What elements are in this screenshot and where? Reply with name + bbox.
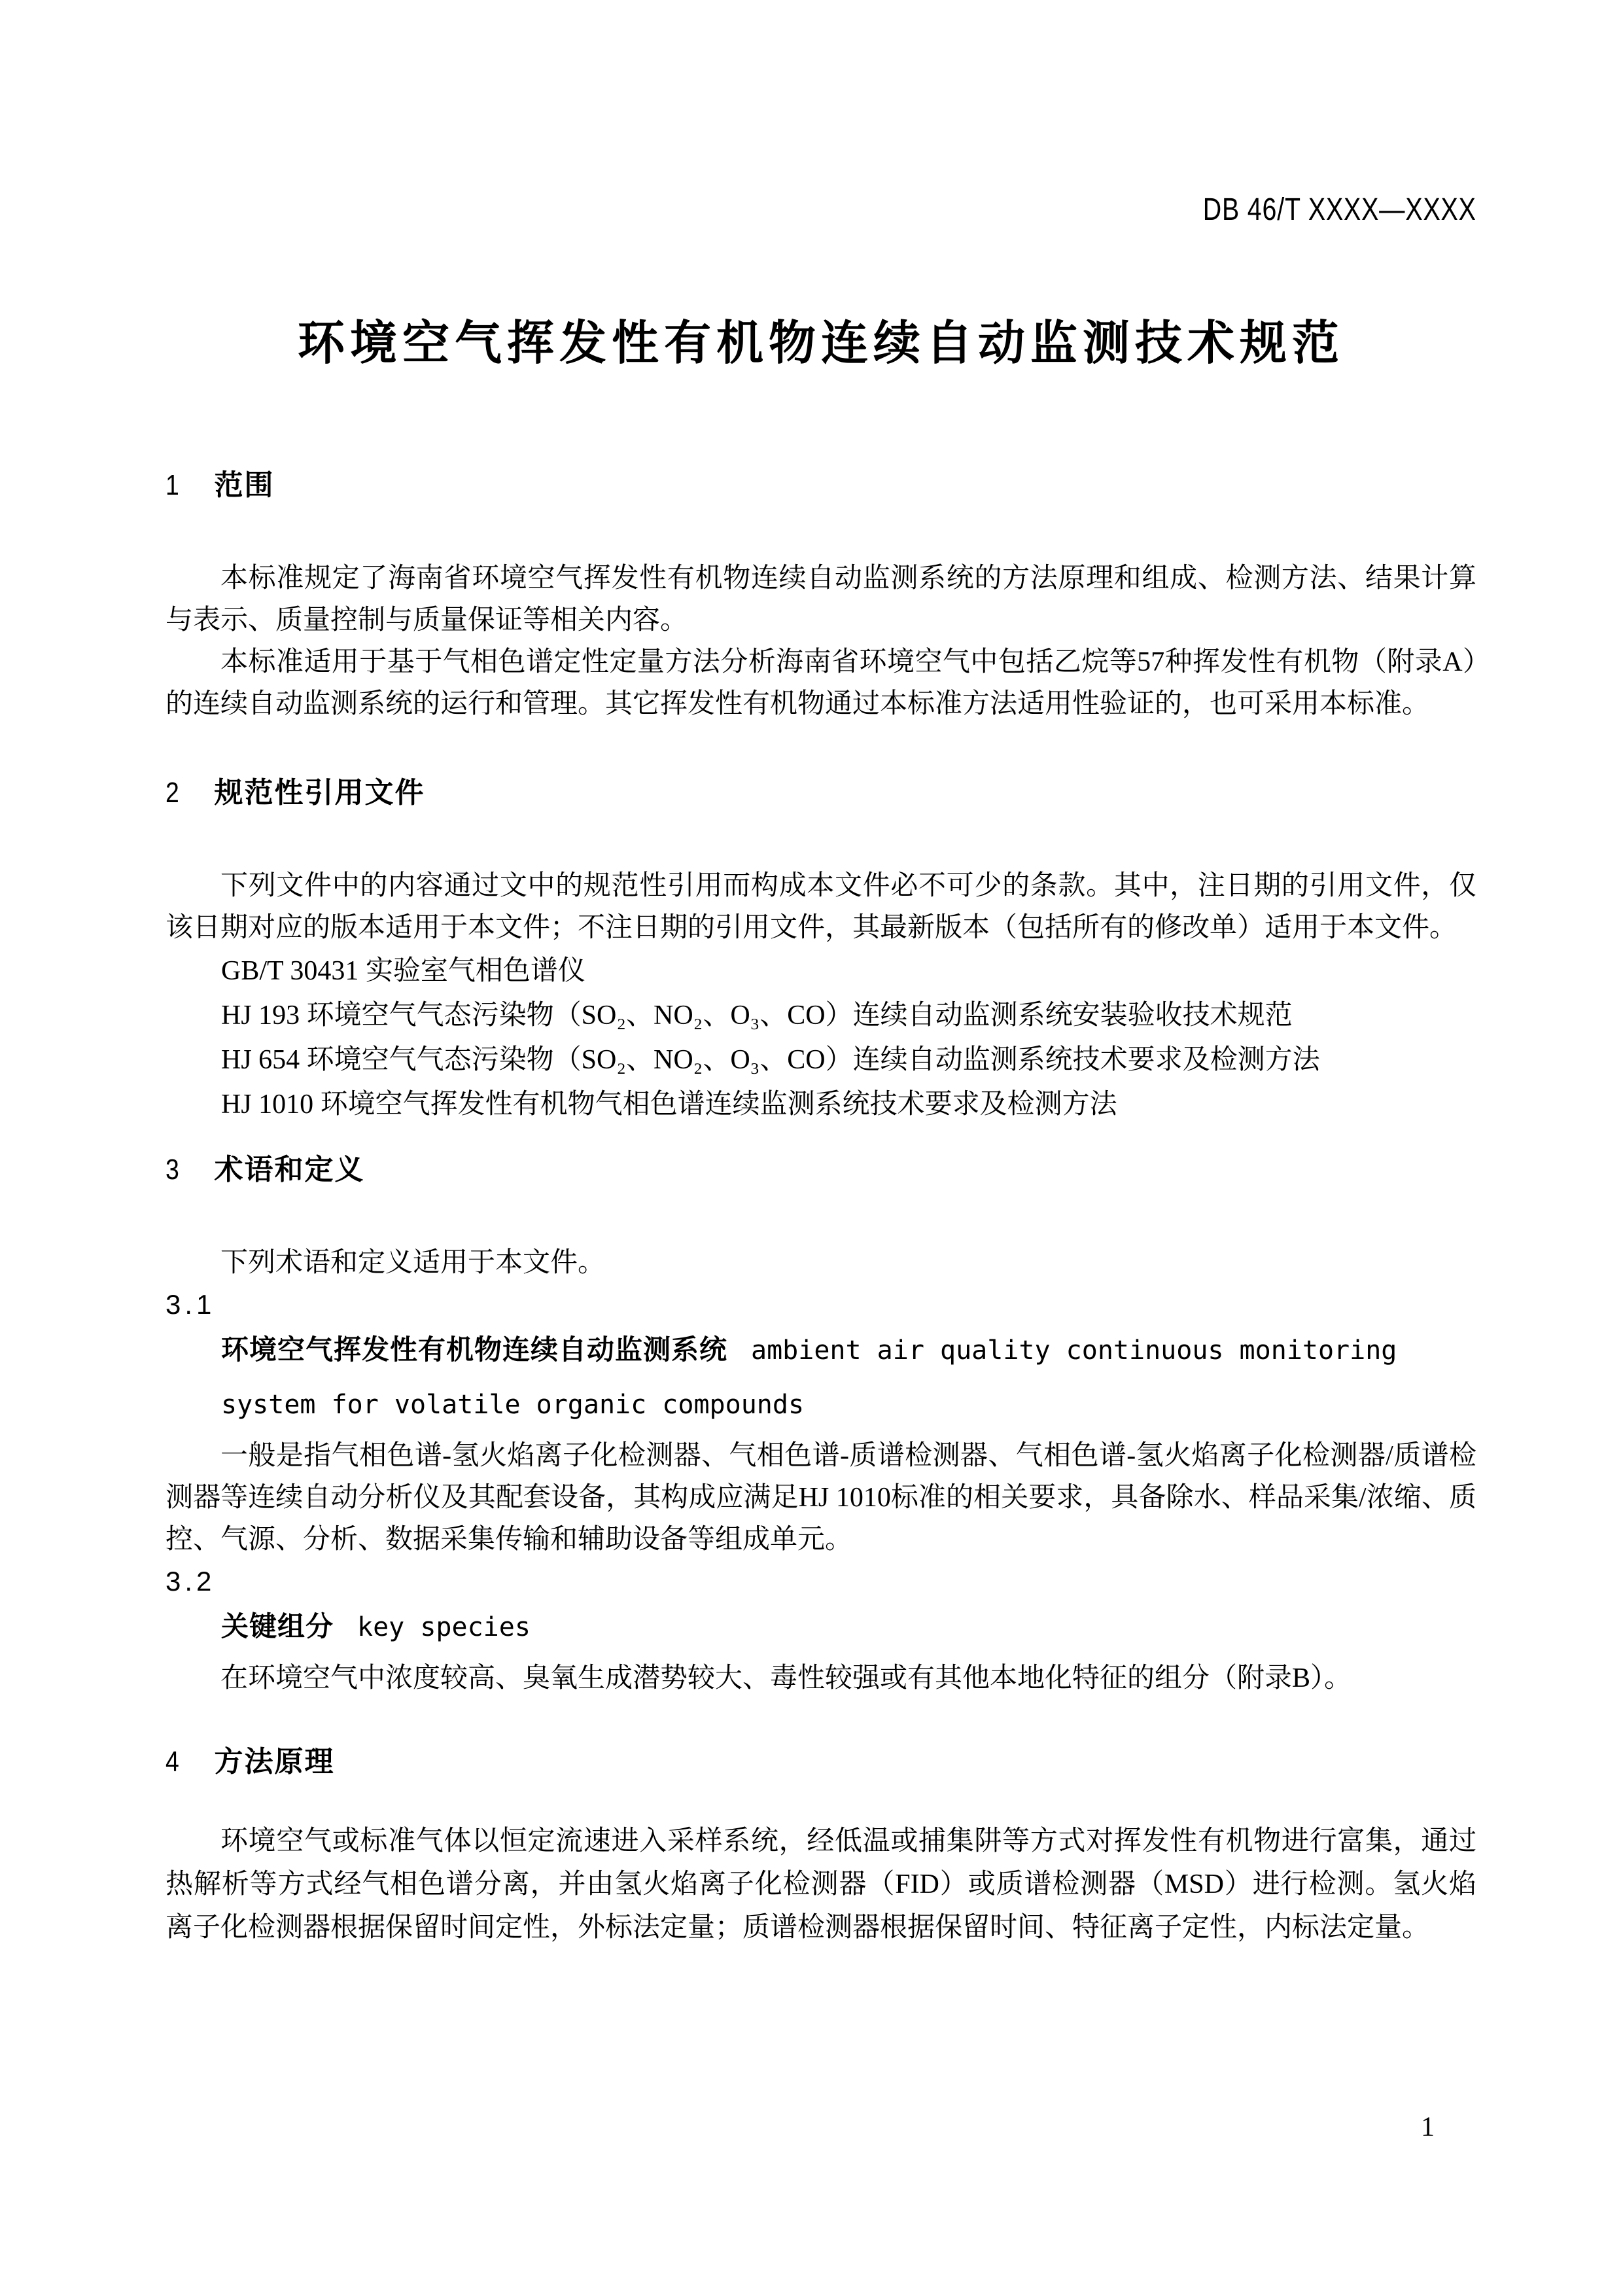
section-3-number: 3	[166, 1154, 181, 1186]
section-4-heading	[166, 1745, 1476, 1779]
term-2-name-zh: 关键组分	[221, 1611, 334, 1642]
section-1-number: 1	[166, 469, 181, 501]
document-title: 环境空气挥发性有机物连续自动监测技术规范	[297, 317, 1344, 370]
doc-number	[166, 194, 1476, 226]
term-2-name-en: key species	[357, 1612, 531, 1642]
section-2-intro: 下列文件中的内容通过文中的规范性引用而构成本文件必不可少的条款。其中，注日期的引用文件，仅该日期对应的版本适用于本文件；不注日期的引用文件，其最新版本（包括所有的修改单）适用于本文件。	[166, 871, 1476, 943]
term-2-definition: 在环境空气中浓度较高、臭氧生成潜势较大、毒性较强或有其他本地化特征的组分（附录B）。	[220, 1663, 1352, 1693]
section-1-paragraph-1: 本标准规定了海南省环境空气挥发性有机物连续自动监测系统的方法原理和组成、检测方法、结果计算与表示、质量控制与质量保证等相关内容。	[166, 563, 1476, 635]
section-4-number: 4	[166, 1746, 181, 1778]
term-2-line	[166, 1602, 1476, 1657]
reference-item: HJ 1010 环境空气挥发性有机物气相色谱连续监测系统技术要求及检测方法	[221, 1089, 1117, 1120]
term-1-name-zh: 环境空气挥发性有机物连续自动监测系统	[221, 1334, 728, 1365]
section-2-number: 2	[166, 777, 181, 809]
reference-item: HJ 654 环境空气气态污染物（SO₂、NO₂、O₃、CO）连续自动监测系统技术要求及检测方法	[221, 1045, 1320, 1075]
section-3-title: 术语和定义	[214, 1154, 365, 1186]
section-4-title: 方法原理	[214, 1746, 335, 1778]
term-1-line	[166, 1326, 1476, 1435]
section-2-heading	[166, 776, 1476, 810]
doc-number-text: DB 46/T XXXX—XXXX	[1203, 192, 1476, 227]
section-2-title: 规范性引用文件	[214, 777, 425, 809]
section-3-intro: 下列术语和定义适用于本文件。	[220, 1248, 606, 1278]
section-1-paragraph-2: 本标准适用于基于气相色谱定性定量方法分析海南省环境空气中包括乙烷等57种挥发性有机物（附录A）的连续自动监测系统的运行和管理。其它挥发性有机物通过本标准方法适用性验证的，也可采用本标准。	[166, 647, 1476, 719]
term-1-id: 3.1	[166, 1289, 216, 1320]
term-1-definition: 一般是指气相色谱-氢火焰离子化检测器、气相色谱-质谱检测器、气相色谱-氢火焰离子化检测器/质谱检测器等连续自动分析仪及其配套设备，其构成应满足HJ 1010标准的相关要求，具备除水、样品采集/浓缩、质控、气源、分析、数据采集传输和辅助设备等组成单元。	[166, 1441, 1476, 1555]
term-2-id: 3.2	[166, 1566, 216, 1597]
page-number: 1	[1421, 2112, 1435, 2142]
reference-item: GB/T 30431 实验室气相色谱仪	[221, 956, 585, 986]
section-1-heading	[166, 468, 1476, 503]
section-3-heading	[166, 1153, 1476, 1187]
section-1-title: 范围	[214, 469, 275, 501]
term-1-name-en: ambient air quality continuous monitoring system for volatile organic compounds	[221, 1335, 1397, 1420]
section-4-paragraph-1: 环境空气或标准气体以恒定流速进入采样系统，经低温或捕集阱等方式对挥发性有机物进行富集，通过热解析等方式经气相色谱分离，并由氢火焰离子化检测器（FID）或质谱检测器（MSD）进行检测。氢火焰离子化检测器根据保留时间定性，外标法定量；质谱检测器根据保留时间、特征离子定性，内标法定量。	[166, 1826, 1476, 1943]
page-content	[166, 0, 1476, 1949]
normative-reference-list	[166, 949, 1476, 1127]
reference-item: HJ 193 环境空气气态污染物（SO₂、NO₂、O₃、CO）连续自动监测系统安装验收技术规范	[221, 1000, 1293, 1031]
